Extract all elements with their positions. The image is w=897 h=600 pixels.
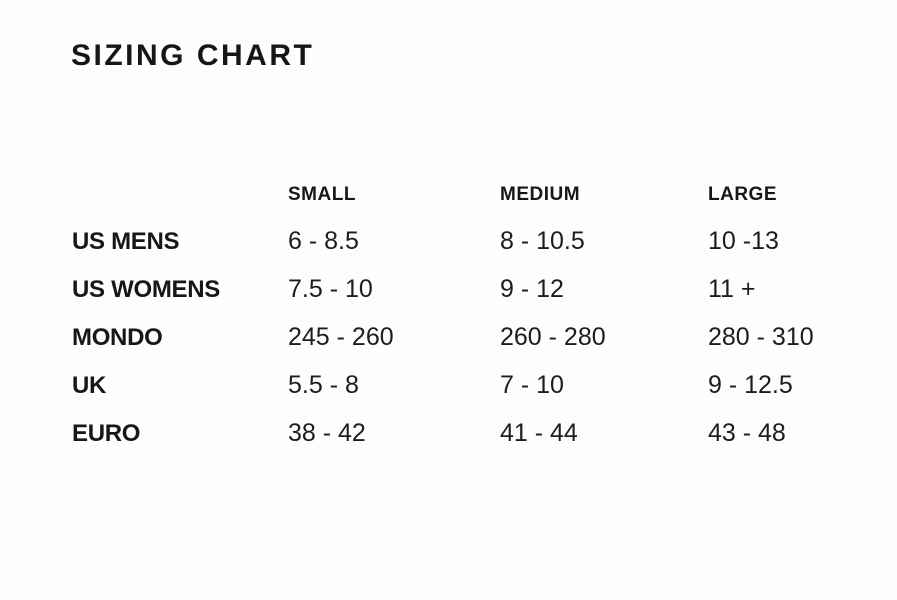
table-row-mondo (72, 313, 862, 361)
cell-value: 8 - 10.5 (500, 227, 585, 255)
row-label: US MENS (72, 228, 180, 255)
table-row-us-womens (72, 265, 862, 313)
cell-value: 43 - 48 (708, 419, 786, 447)
table-row-us-mens (72, 217, 862, 265)
table-row-euro (72, 409, 862, 457)
cell-value: 9 - 12.5 (708, 371, 793, 399)
row-label: US WOMENS (72, 276, 220, 303)
row-label: MONDO (72, 324, 163, 351)
page-title: SIZING CHART (71, 39, 315, 72)
column-header-large: LARGE (708, 184, 777, 205)
cell-value: 11 + (708, 275, 756, 303)
row-label: UK (72, 372, 107, 399)
sizing-table (72, 172, 862, 457)
cell-value: 260 - 280 (500, 323, 606, 351)
table-header-row (72, 172, 862, 217)
column-header-medium: MEDIUM (500, 184, 581, 205)
cell-value: 41 - 44 (500, 419, 578, 447)
cell-value: 280 - 310 (708, 323, 814, 351)
cell-value: 245 - 260 (288, 323, 394, 351)
cell-value: 7 - 10 (500, 371, 564, 399)
table-row-uk (72, 361, 862, 409)
column-header-small: SMALL (288, 184, 356, 205)
cell-value: 38 - 42 (288, 419, 366, 447)
cell-value: 9 - 12 (500, 275, 564, 303)
cell-value: 5.5 - 8 (288, 371, 359, 399)
cell-value: 10 -13 (708, 227, 779, 255)
cell-value: 7.5 - 10 (288, 275, 373, 303)
cell-value: 6 - 8.5 (288, 227, 359, 255)
row-label: EURO (72, 420, 141, 447)
